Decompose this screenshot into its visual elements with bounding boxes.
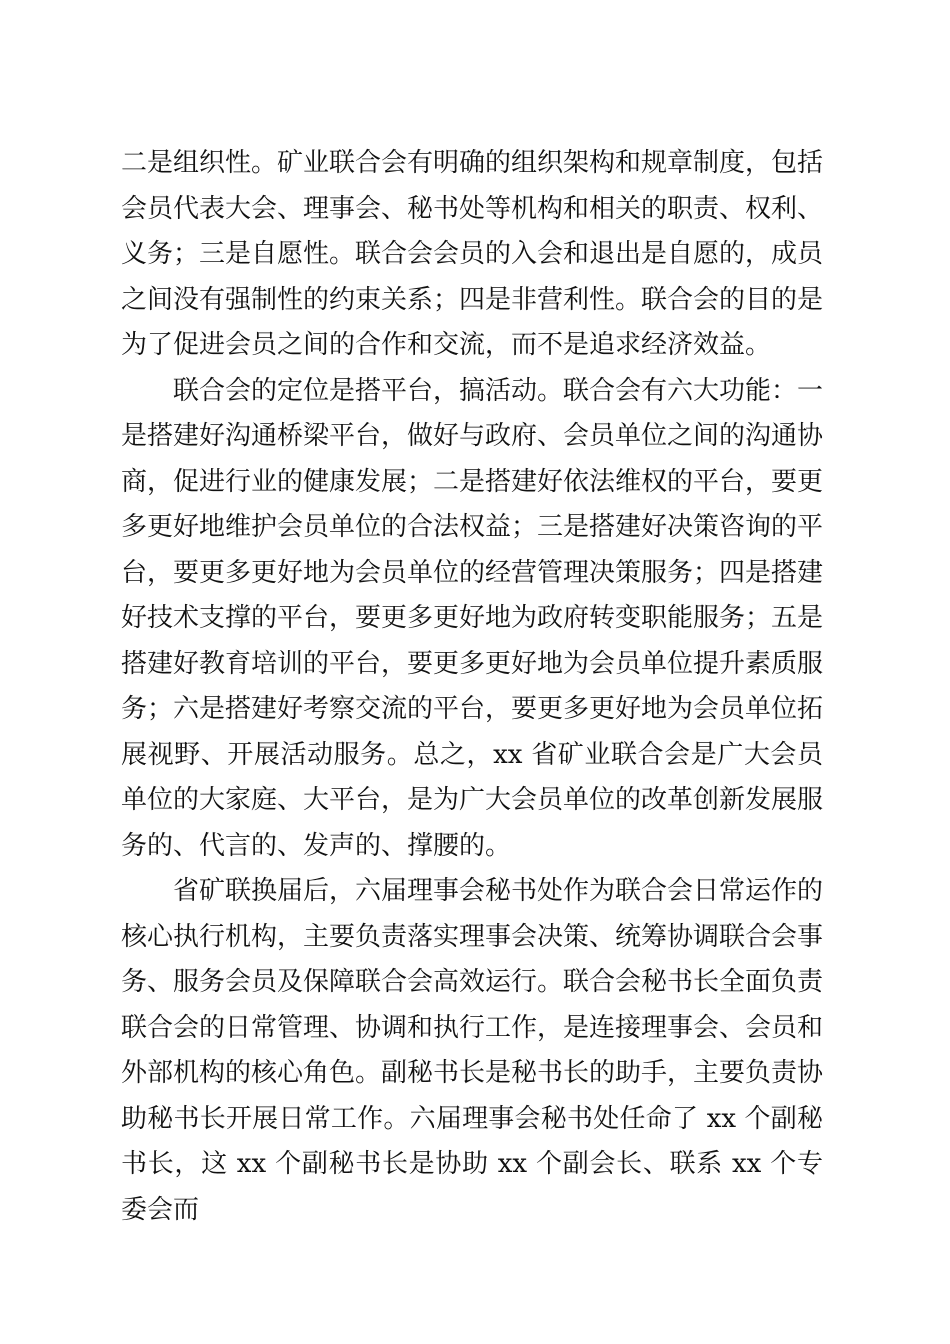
paragraph-secretariat: 省矿联换届后，六届理事会秘书处作为联合会日常运作的核心执行机构，主要负责落实理事会决策、统筹协调联合会事务、服务会员及保障联合会高效运行。联合会秘书长全面负责联合会的日常管理、协调和执行工作，是连接理事会、会员和外部机构的核心角色。副秘书长是秘书长的助手，主要负责协助秘书长开展日常工作。六届理事会秘书处任命了 xx 个副秘书长，这 xx 个副秘书长是协助 xx 个副会长、联系 xx 个专委会而 bbox=[121, 876, 824, 1225]
paragraph-federation-functions: 联合会的定位是搭平台，搞活动。联合会有六大功能：一是搭建好沟通桥梁平台，做好与政府、会员单位之间的沟通协商，促进行业的健康发展；二是搭建好依法维权的平台，要更多更好地维护会员单位的合法权益；三是搭建好决策咨询的平台，要更多更好地为会员单位的经营管理决策服务；四是搭建好技术支撑的平台，要更多更好地为政府转变职能服务；五是搭建好教育培训的平台，要更多更好地为会员单位提升素质服务；六是搭建好考察交流的平台，要更多更好地为会员单位拓展视野、开展活动服务。总之，xx 省矿业联合会是广大会员单位的大家庭、大平台，是为广大会员单位的改革创新发展服务的、代言的、发声的、撑腰的。 bbox=[121, 375, 824, 861]
paragraph-organization-traits: 二是组织性。矿业联合会有明确的组织架构和规章制度，包括会员代表大会、理事会、秘书处等机构和相关的职责、权利、义务；三是自愿性。联合会会员的入会和退出是自愿的，成员之间没有强制性的约束关系；四是非营利性。联合会的目的是为了促进会员之间的合作和交流，而不是追求经济效益。 bbox=[121, 148, 824, 360]
document-body bbox=[121, 141, 823, 1233]
